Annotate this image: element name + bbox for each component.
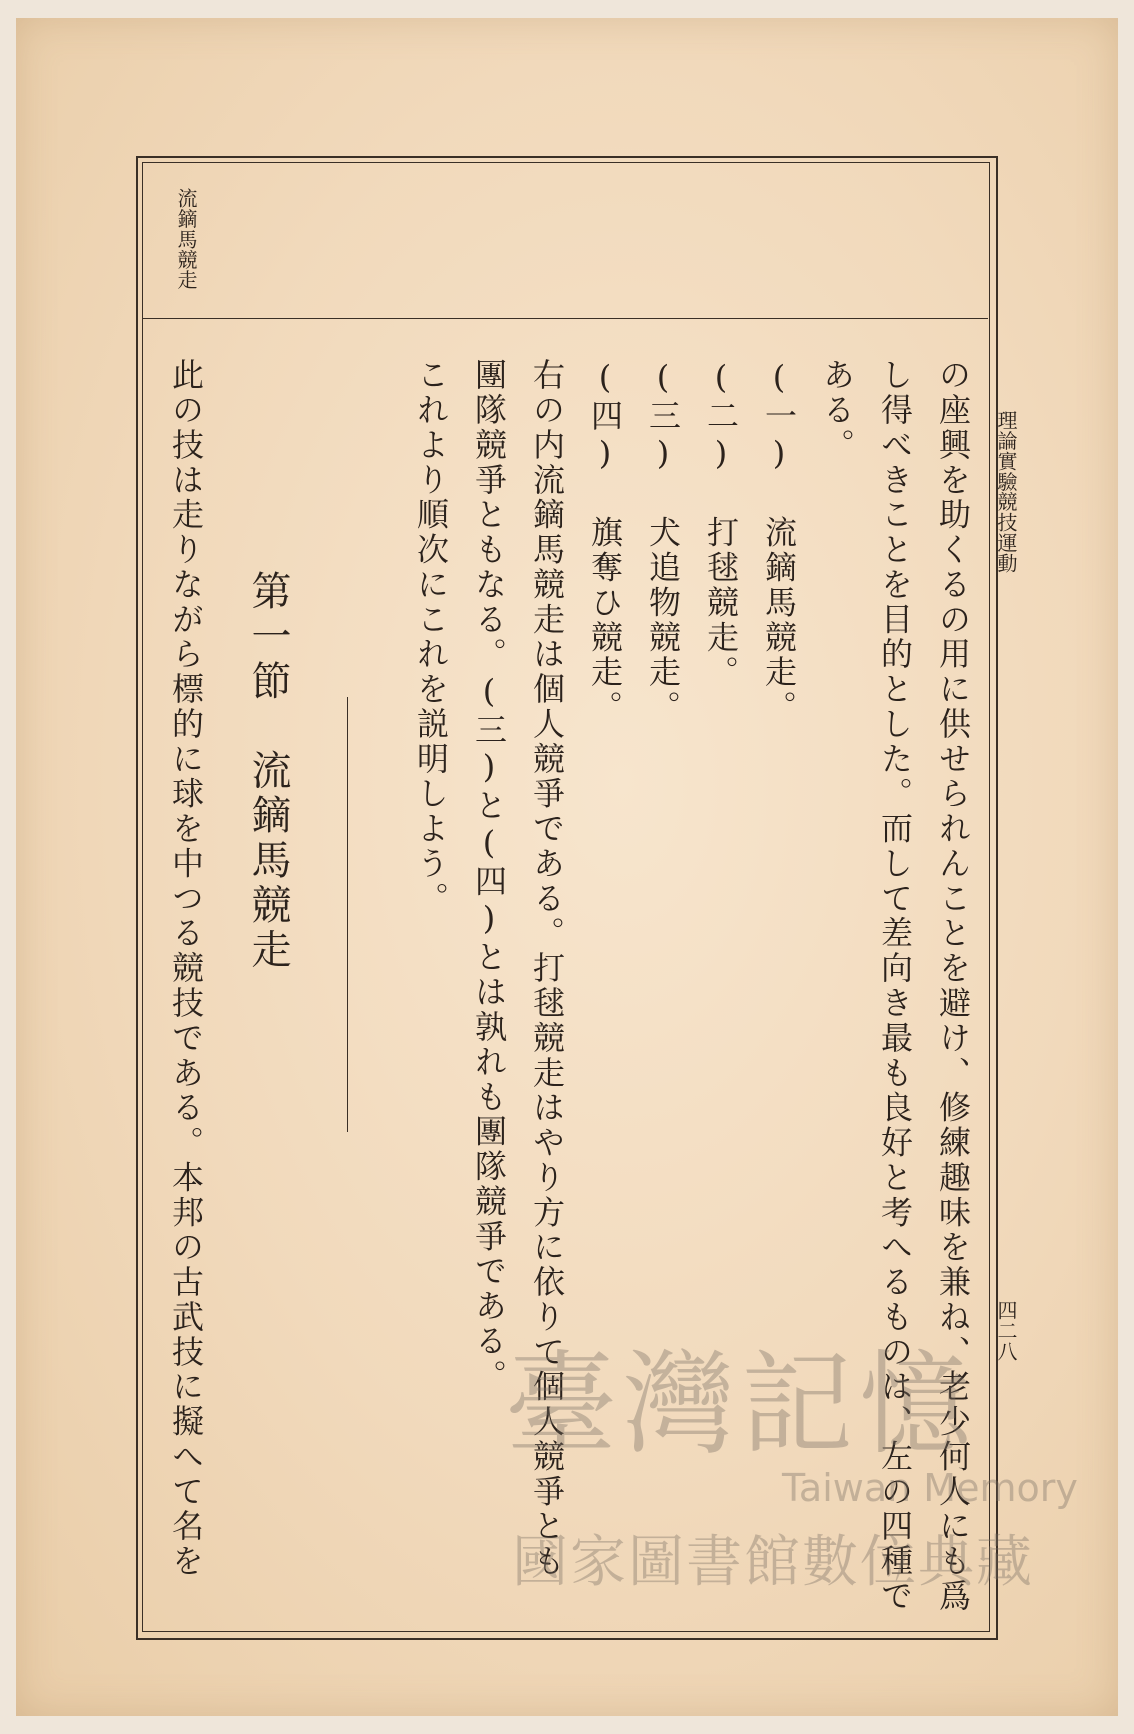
chapter-title-label: 流鏑馬競走 <box>174 188 198 290</box>
section-heading: 第一節 流鏑馬競走 <box>245 570 291 974</box>
body-line-9: 團隊競爭ともなる。(三)と(四)とは孰れも團隊競爭である。 <box>470 358 508 1394</box>
list-item-4: (四) 旗奪ひ競走。 <box>586 358 624 725</box>
section-body-line-1: 此の技は走りながら標的に球を中つる競技である。本邦の古武技に擬へて名を <box>167 358 205 1579</box>
body-line-1: の座興を助くるの用に供せられんことを避け、修練趣味を兼ね、老少何人にも爲 <box>934 358 972 1614</box>
list-item-3: (三) 犬追物競走。 <box>644 358 682 725</box>
watermark-calligraphy: 臺灣記憶 <box>505 1340 977 1470</box>
body-line-8: 右の内流鏑馬競走は個人競爭である。打毬競走はやり方に依りて個人競爭とも <box>528 358 566 1579</box>
list-item-2: (二) 打毬競走。 <box>702 358 740 690</box>
running-head-book-title: 理論實驗競技運動 <box>994 410 1018 574</box>
header-rule <box>142 318 988 319</box>
body-line-2: し得べきことを目的とした。而して差向き最も良好と考へるものは、左の四種で <box>876 358 914 1614</box>
page-number: 四二八 <box>994 1300 1018 1362</box>
body-line-10: これより順次にこれを説明しよう。 <box>412 358 450 917</box>
watermark-english: Taiwan Memory <box>782 1466 1078 1510</box>
body-line-3: ある。 <box>818 358 856 463</box>
list-item-1: (一) 流鏑馬競走。 <box>760 358 798 725</box>
section-divider <box>347 697 348 1132</box>
watermark-institution: 國家圖書館數位典藏 <box>512 1530 1034 1595</box>
